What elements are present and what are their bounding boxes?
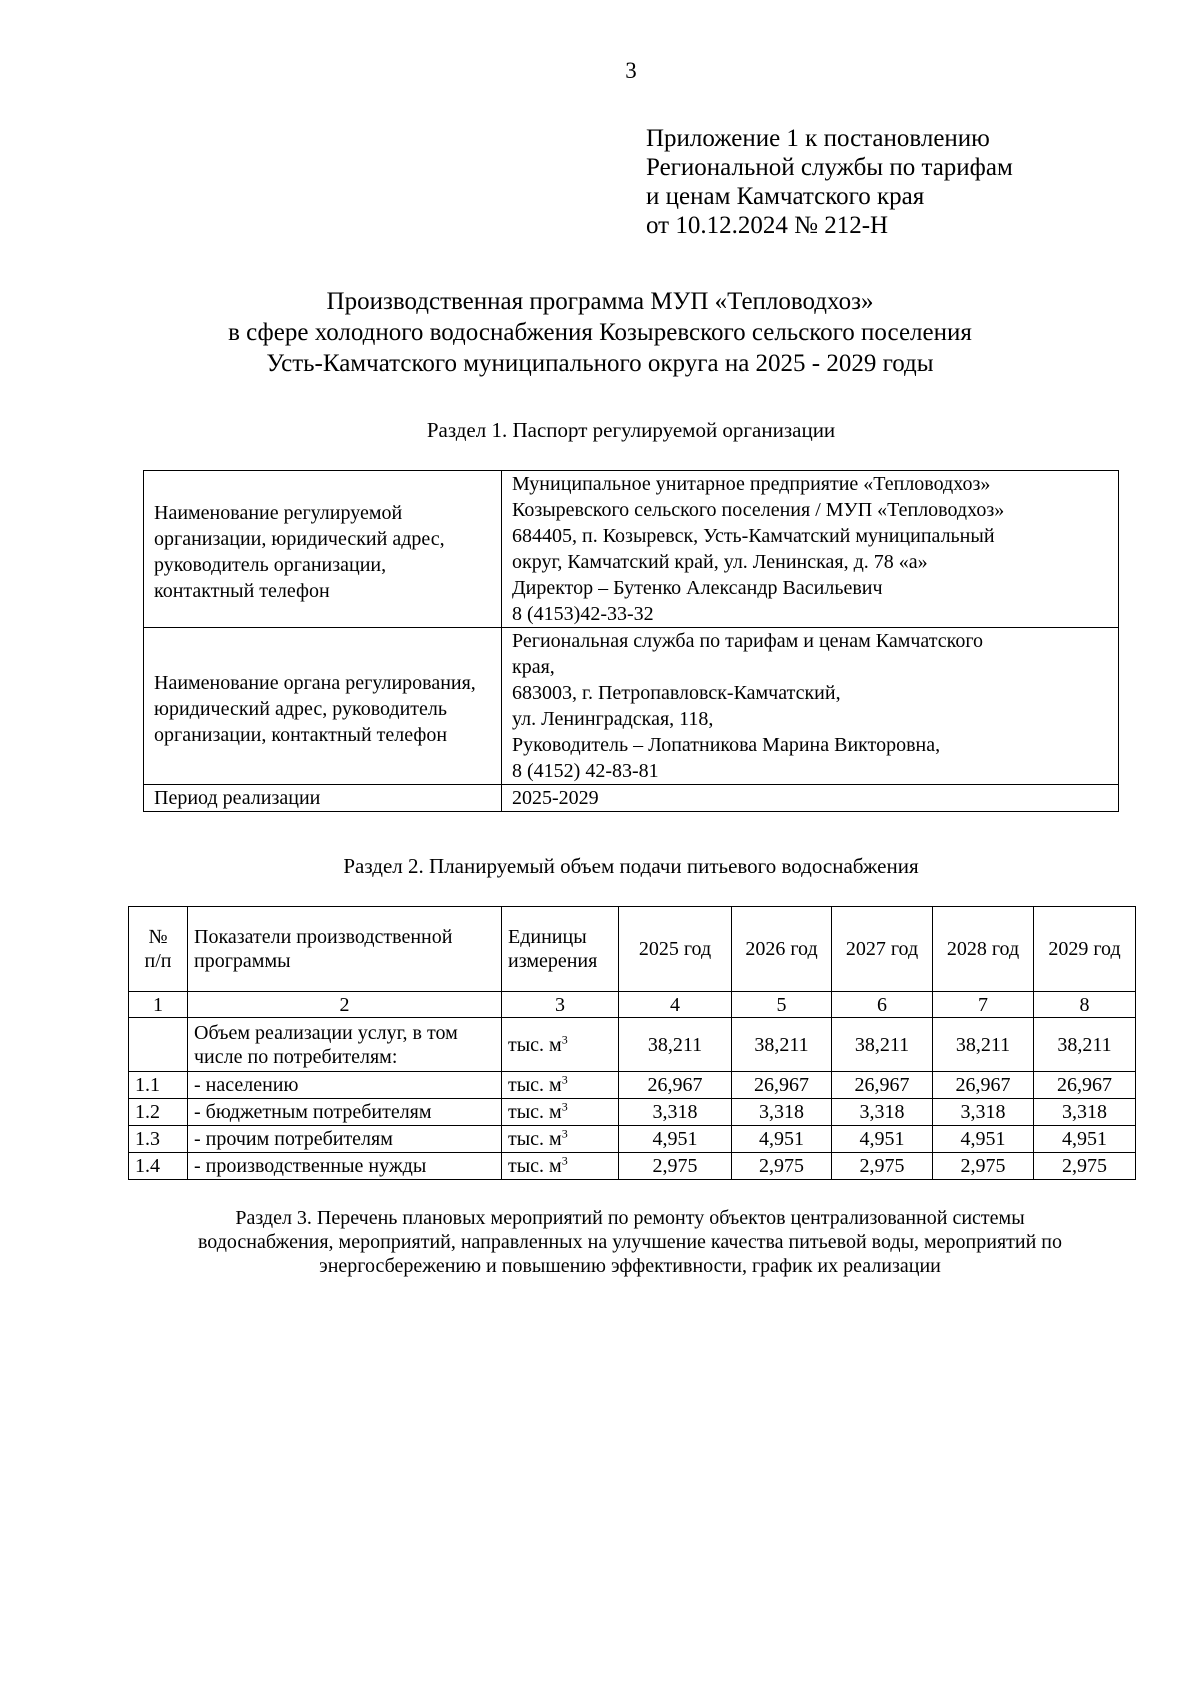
- section3-heading: [120, 1206, 1140, 1278]
- column-number: 2: [188, 992, 502, 1018]
- row-unit: тыс. $м^3$: [502, 1018, 619, 1072]
- row-unit: тыс. $м^3$: [502, 1153, 619, 1180]
- row-value: 26,967: [619, 1072, 732, 1099]
- row-number: 1.2: [129, 1099, 188, 1126]
- row-value: 4,951: [832, 1126, 933, 1153]
- passport-value-line: Региональная служба по тарифам и ценам Камчатского: [512, 630, 984, 652]
- passport-value: 2025-2029: [502, 785, 1119, 812]
- passport-value-line: Муниципальное унитарное предприятие «Тепловодхоз»: [512, 473, 991, 495]
- row-value: 38,211: [933, 1018, 1034, 1072]
- column-number: 5: [732, 992, 832, 1018]
- passport-value: [502, 471, 1119, 628]
- table-row: [129, 1018, 1136, 1072]
- row-value: 26,967: [732, 1072, 832, 1099]
- row-value: 38,211: [619, 1018, 732, 1072]
- column-number-row: [129, 992, 1136, 1018]
- row-value: 4,951: [1034, 1126, 1136, 1153]
- row-unit: тыс. $м^3$: [502, 1099, 619, 1126]
- row-number: [129, 1018, 188, 1072]
- row-number: 1.3: [129, 1126, 188, 1153]
- row-unit: тыс. $м^3$: [502, 1126, 619, 1153]
- row-value: 4,951: [732, 1126, 832, 1153]
- passport-label: Период реализации: [144, 785, 502, 812]
- row-value: 4,951: [619, 1126, 732, 1153]
- passport-value-line: Директор – Бутенко Александр Васильевич: [512, 577, 883, 599]
- row-indicator: - прочим потребителям: [188, 1126, 502, 1153]
- row-unit: тыс. $м^3$: [502, 1072, 619, 1099]
- col-header-year: 2028 год: [933, 907, 1034, 992]
- passport-value-line: Козыревского сельского поселения / МУП «Тепловодхоз»: [512, 499, 1005, 521]
- appendix-header: [646, 124, 1013, 240]
- document-title: [0, 286, 1200, 379]
- row-value: 3,318: [832, 1099, 933, 1126]
- passport-value-line: округ, Камчатский край, ул. Ленинская, д. 78 «а»: [512, 551, 928, 573]
- row-number: 1.4: [129, 1153, 188, 1180]
- column-number: 4: [619, 992, 732, 1018]
- table-header-row: [129, 907, 1136, 992]
- appendix-line: от 10.12.2024 № 212-Н: [646, 212, 889, 239]
- row-value: 2,975: [619, 1153, 732, 1180]
- row-value: 4,951: [933, 1126, 1034, 1153]
- row-value: 3,318: [1034, 1099, 1136, 1126]
- row-value: 26,967: [1034, 1072, 1136, 1099]
- passport-value-line: 683003, г. Петропавловск-Камчатский,: [512, 682, 841, 704]
- col-header-year: 2029 год: [1034, 907, 1136, 992]
- passport-value-line: 684405, п. Козыревск, Усть-Камчатский муниципальный: [512, 525, 995, 547]
- passport-value-line: Руководитель – Лопатникова Марина Викторовна,: [512, 734, 941, 756]
- page-number: 3: [625, 58, 637, 83]
- section1-heading: Раздел 1. Паспорт регулируемой организации: [426, 418, 836, 442]
- title-line: Усть-Камчатского муниципального округа на 2025 - 2029 годы: [266, 350, 934, 377]
- row-indicator: Объем реализации услуг, в том числе по потребителям:: [188, 1018, 502, 1072]
- title-line: Производственная программа МУП «Тепловодхоз»: [326, 288, 874, 315]
- column-number: 1: [129, 992, 188, 1018]
- row-value: 2,975: [832, 1153, 933, 1180]
- col-header-number: № п/п: [129, 907, 188, 992]
- passport-value-line: края,: [512, 656, 555, 678]
- table-row: [129, 1153, 1136, 1180]
- row-value: 3,318: [732, 1099, 832, 1126]
- row-indicator: - бюджетным потребителям: [188, 1099, 502, 1126]
- col-header-year: 2025 год: [619, 907, 732, 992]
- appendix-line: и ценам Камчатского края: [646, 183, 925, 210]
- row-value: 38,211: [1034, 1018, 1136, 1072]
- col-header-unit: Единицы измерения: [502, 907, 619, 992]
- row-indicator: - населению: [188, 1072, 502, 1099]
- table-row: [129, 1126, 1136, 1153]
- table-row: [129, 1072, 1136, 1099]
- passport-row-organization: [144, 471, 1119, 628]
- row-value: 3,318: [619, 1099, 732, 1126]
- column-number: 8: [1034, 992, 1136, 1018]
- passport-row-regulator: [144, 628, 1119, 785]
- col-header-year: 2027 год: [832, 907, 933, 992]
- table-row: [129, 1099, 1136, 1126]
- row-value: 38,211: [732, 1018, 832, 1072]
- passport-value-line: 8 (4153)42-33-32: [512, 603, 654, 625]
- section3-heading-line: водоснабжения, мероприятий, направленных на улучшение качества питьевой воды, мероприятий по: [197, 1231, 1063, 1253]
- row-value: 26,967: [832, 1072, 933, 1099]
- row-value: 2,975: [732, 1153, 832, 1180]
- section3-heading-line: Раздел 3. Перечень плановых мероприятий по ремонту объектов централизованной системы: [235, 1207, 1025, 1229]
- passport-value-line: ул. Ленинградская, 118,: [512, 708, 714, 730]
- row-value: 3,318: [933, 1099, 1034, 1126]
- water-volume-table: [128, 906, 1136, 1180]
- appendix-line: Приложение 1 к постановлению: [646, 125, 990, 152]
- column-number: 3: [502, 992, 619, 1018]
- section2-heading: Раздел 2. Планируемый объем подачи питьевого водоснабжения: [343, 854, 919, 878]
- col-header-indicator: Показатели производственной программы: [188, 907, 502, 992]
- col-header-year: 2026 год: [732, 907, 832, 992]
- appendix-line: Региональной службы по тарифам: [646, 154, 1013, 181]
- passport-row-period: [144, 785, 1119, 812]
- section3-heading-line: энергосбережению и повышению эффективности, график их реализации: [319, 1255, 941, 1277]
- row-number: 1.1: [129, 1072, 188, 1099]
- passport-value: [502, 628, 1119, 785]
- passport-label: Наименование органа регулирования, юридический адрес, руководитель организации, контактный телефон: [144, 628, 502, 785]
- column-number: 6: [832, 992, 933, 1018]
- row-value: 38,211: [832, 1018, 933, 1072]
- passport-label: Наименование регулируемой организации, юридический адрес, руководитель организации, контактный телефон: [144, 471, 502, 628]
- column-number: 7: [933, 992, 1034, 1018]
- passport-value-line: 8 (4152) 42-83-81: [512, 760, 659, 782]
- row-value: 2,975: [933, 1153, 1034, 1180]
- row-value: 26,967: [933, 1072, 1034, 1099]
- row-indicator: - производственные нужды: [188, 1153, 502, 1180]
- title-line: в сфере холодного водоснабжения Козыревского сельского поселения: [228, 319, 972, 346]
- passport-table: [143, 470, 1119, 812]
- row-value: 2,975: [1034, 1153, 1136, 1180]
